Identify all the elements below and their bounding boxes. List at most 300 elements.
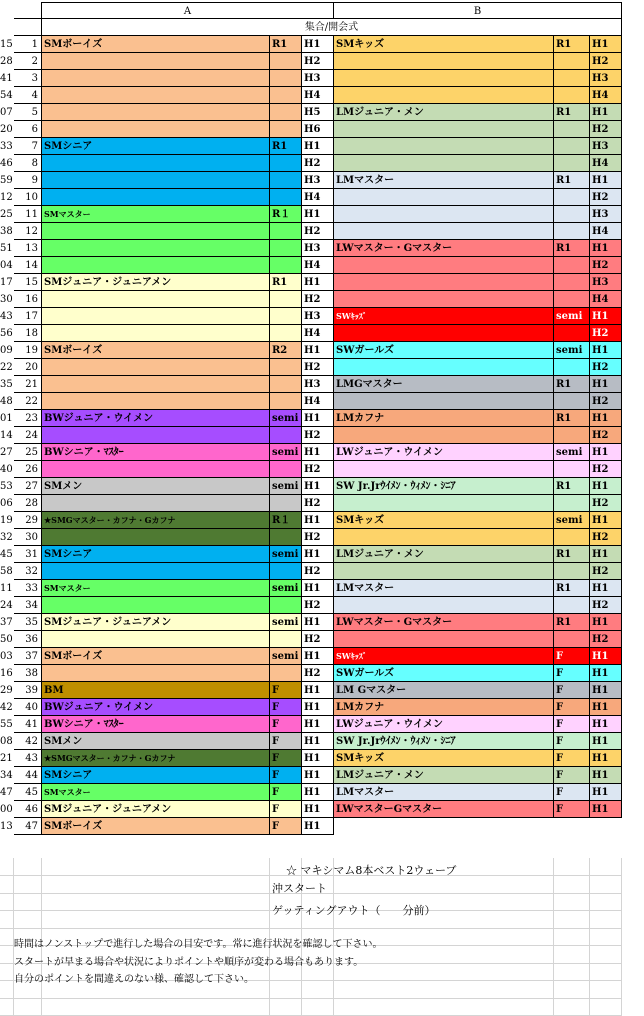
division-a-name-cell[interactable] <box>42 495 270 512</box>
division-b-round-cell[interactable]: R1 <box>554 546 590 563</box>
division-a-heat-cell[interactable]: H2 <box>302 665 334 682</box>
heat-number-cell: 2 <box>14 53 42 70</box>
division-a-name-cell[interactable] <box>42 597 270 614</box>
division-b-heat-cell[interactable]: H2 <box>590 529 622 546</box>
heat-row <box>0 444 644 461</box>
division-a-round-cell[interactable] <box>270 189 302 206</box>
division-a-round-cell[interactable] <box>270 461 302 478</box>
division-a-heat-cell[interactable]: H1 <box>302 733 334 750</box>
division-a-heat-cell[interactable]: H3 <box>302 308 334 325</box>
division-b-heat-cell[interactable]: H1 <box>590 172 622 189</box>
division-b-round-cell[interactable] <box>554 563 590 580</box>
division-a-round-cell[interactable] <box>270 87 302 104</box>
division-a-name-cell[interactable]: BM <box>42 682 270 699</box>
time-minute-cell: 34 <box>0 770 13 781</box>
division-b-heat-cell[interactable]: H1 <box>590 767 622 784</box>
division-a-name-cell[interactable]: BWシニア・ﾏｽﾀｰ <box>42 444 270 461</box>
division-a-heat-cell[interactable]: H4 <box>302 325 334 342</box>
division-a-round-cell[interactable] <box>270 597 302 614</box>
division-b-round-cell[interactable]: R1 <box>554 36 590 53</box>
division-a-name-cell[interactable] <box>42 87 270 104</box>
division-b-round-cell[interactable] <box>554 631 590 648</box>
division-a-round-cell[interactable]: R１ <box>270 206 302 223</box>
heat-row <box>0 750 644 767</box>
division-b-heat-cell[interactable]: H1 <box>590 699 622 716</box>
division-b-round-cell[interactable]: semi <box>554 308 590 325</box>
division-a-round-cell[interactable]: F <box>270 716 302 733</box>
division-b-name-cell[interactable]: LMジュニア・メン <box>334 104 554 121</box>
heat-number-cell: 7 <box>14 138 42 155</box>
division-a-name-cell[interactable] <box>42 53 270 70</box>
division-a-name-cell[interactable] <box>42 104 270 121</box>
division-b-name-cell[interactable]: SWガールズ <box>334 665 554 682</box>
division-a-heat-cell[interactable]: H1 <box>302 36 334 53</box>
division-b-name-cell[interactable]: SWガールズ <box>334 342 554 359</box>
division-a-heat-cell[interactable]: H2 <box>302 461 334 478</box>
division-b-name-cell[interactable] <box>334 461 554 478</box>
division-a-round-cell[interactable] <box>270 308 302 325</box>
division-b-round-cell[interactable]: semi <box>554 512 590 529</box>
division-b-heat-cell[interactable]: H3 <box>590 274 622 291</box>
division-b-heat-cell[interactable]: H2 <box>590 563 622 580</box>
division-b-heat-cell[interactable]: H2 <box>590 461 622 478</box>
division-a-round-cell[interactable] <box>270 291 302 308</box>
division-a-round-cell[interactable] <box>270 376 302 393</box>
division-b-round-cell[interactable] <box>554 223 590 240</box>
division-b-round-cell[interactable]: R1 <box>554 376 590 393</box>
division-b-name-cell[interactable] <box>334 121 554 138</box>
division-a-round-cell[interactable] <box>270 563 302 580</box>
column-header-a[interactable]: A <box>42 2 334 19</box>
division-a-name-cell[interactable]: BWジュニア・ウイメン <box>42 410 270 427</box>
division-b-heat-cell[interactable]: H1 <box>590 716 622 733</box>
division-b-round-cell[interactable] <box>554 291 590 308</box>
division-b-name-cell[interactable]: LMカフナ <box>334 410 554 427</box>
division-b-heat-cell[interactable]: H2 <box>590 53 622 70</box>
division-b-round-cell[interactable]: F <box>554 665 590 682</box>
division-a-heat-cell[interactable]: H2 <box>302 223 334 240</box>
division-a-heat-cell[interactable]: H2 <box>302 53 334 70</box>
division-a-heat-cell[interactable]: H3 <box>302 240 334 257</box>
division-b-name-cell[interactable]: LMマスター <box>334 580 554 597</box>
division-a-name-cell[interactable] <box>42 240 270 257</box>
division-a-name-cell[interactable] <box>42 325 270 342</box>
division-b-round-cell[interactable] <box>554 427 590 444</box>
division-a-round-cell[interactable] <box>270 104 302 121</box>
division-a-round-cell[interactable]: F <box>270 733 302 750</box>
division-a-name-cell[interactable] <box>42 189 270 206</box>
division-b-name-cell[interactable]: LMジュニア・メン <box>334 767 554 784</box>
division-b-round-cell[interactable] <box>554 189 590 206</box>
division-a-round-cell[interactable] <box>270 325 302 342</box>
division-b-name-cell[interactable]: SWｷｯｽﾞ <box>334 648 554 665</box>
division-a-round-cell[interactable]: F <box>270 750 302 767</box>
division-a-heat-cell[interactable]: H2 <box>302 495 334 512</box>
division-a-name-cell[interactable] <box>42 291 270 308</box>
division-a-heat-cell[interactable]: H1 <box>302 716 334 733</box>
division-b-heat-cell[interactable]: H4 <box>590 87 622 104</box>
division-a-round-cell[interactable] <box>270 665 302 682</box>
division-a-name-cell[interactable]: BWジュニア・ウイメン <box>42 699 270 716</box>
division-b-round-cell[interactable] <box>554 53 590 70</box>
division-b-heat-cell[interactable]: H4 <box>590 291 622 308</box>
division-a-name-cell[interactable]: SMマスター <box>42 784 270 801</box>
division-a-heat-cell[interactable]: H4 <box>302 189 334 206</box>
division-b-heat-cell[interactable]: H1 <box>590 784 622 801</box>
division-a-name-cell[interactable] <box>42 631 270 648</box>
division-b-name-cell[interactable]: LMカフナ <box>334 699 554 716</box>
division-b-round-cell[interactable]: F <box>554 699 590 716</box>
division-b-name-cell[interactable]: SW Jr.Jrｳｲﾒﾝ・ｳｨﾒﾝ・ｼﾆｱ <box>334 478 554 495</box>
division-b-round-cell[interactable] <box>554 121 590 138</box>
heat-number-cell: 1 <box>14 36 42 53</box>
division-b-name-cell[interactable]: SMキッズ <box>334 36 554 53</box>
division-a-round-cell[interactable] <box>270 495 302 512</box>
division-b-name-cell[interactable] <box>334 325 554 342</box>
division-a-round-cell[interactable]: F <box>270 818 302 835</box>
division-b-heat-cell[interactable]: H1 <box>590 376 622 393</box>
division-b-heat-cell[interactable]: H1 <box>590 410 622 427</box>
division-a-name-cell[interactable] <box>42 155 270 172</box>
division-b-round-cell[interactable]: R1 <box>554 478 590 495</box>
division-b-name-cell[interactable] <box>334 206 554 223</box>
division-a-name-cell[interactable]: SMシニア <box>42 546 270 563</box>
division-b-round-cell[interactable] <box>554 70 590 87</box>
division-a-name-cell[interactable]: ★SMGマスター・カフナ・Gカフナ <box>42 512 270 529</box>
division-b-heat-cell[interactable]: H1 <box>590 512 622 529</box>
division-a-round-cell[interactable]: R1 <box>270 274 302 291</box>
division-b-round-cell[interactable]: R1 <box>554 104 590 121</box>
division-b-round-cell[interactable]: R1 <box>554 240 590 257</box>
division-a-name-cell[interactable] <box>42 308 270 325</box>
division-b-name-cell[interactable] <box>334 257 554 274</box>
division-b-heat-cell[interactable]: H2 <box>590 393 622 410</box>
division-b-heat-cell[interactable]: H1 <box>590 801 622 818</box>
division-a-name-cell[interactable] <box>42 257 270 274</box>
division-b-name-cell[interactable]: LMマスター <box>334 784 554 801</box>
division-a-heat-cell[interactable]: H1 <box>302 444 334 461</box>
division-b-name-cell[interactable]: LMジュニア・メン <box>334 546 554 563</box>
division-b-heat-cell[interactable]: H1 <box>590 580 622 597</box>
division-a-round-cell[interactable] <box>270 121 302 138</box>
division-b-round-cell[interactable]: F <box>554 784 590 801</box>
division-b-name-cell[interactable]: LMGマスター <box>334 376 554 393</box>
division-a-round-cell[interactable]: semi <box>270 410 302 427</box>
division-b-name-cell[interactable] <box>334 529 554 546</box>
division-b-round-cell[interactable]: F <box>554 733 590 750</box>
division-a-name-cell[interactable] <box>42 393 270 410</box>
division-a-heat-cell[interactable]: H1 <box>302 546 334 563</box>
division-a-name-cell[interactable]: SMメン <box>42 733 270 750</box>
division-a-round-cell[interactable]: R2 <box>270 342 302 359</box>
division-b-name-cell[interactable] <box>334 189 554 206</box>
heat-number-cell: 6 <box>14 121 42 138</box>
division-a-heat-cell[interactable]: H1 <box>302 818 334 835</box>
footer-grid-cell <box>590 963 622 981</box>
division-a-heat-cell[interactable]: H3 <box>302 376 334 393</box>
division-b-heat-cell[interactable]: H2 <box>590 257 622 274</box>
division-b-heat-cell[interactable]: H3 <box>590 70 622 87</box>
division-b-round-cell[interactable] <box>554 155 590 172</box>
division-a-name-cell[interactable]: SMマスター <box>42 580 270 597</box>
division-a-name-cell[interactable] <box>42 223 270 240</box>
division-a-heat-cell[interactable]: H2 <box>302 597 334 614</box>
division-a-name-cell[interactable]: SMジュニア・ジュニアメン <box>42 274 270 291</box>
division-a-round-cell[interactable] <box>270 393 302 410</box>
division-a-round-cell[interactable] <box>270 53 302 70</box>
division-b-name-cell[interactable]: SWｷｯｽﾞ <box>334 308 554 325</box>
division-a-round-cell[interactable]: F <box>270 801 302 818</box>
division-b-round-cell[interactable]: R1 <box>554 614 590 631</box>
division-a-heat-cell[interactable]: H1 <box>302 478 334 495</box>
division-b-name-cell[interactable] <box>334 291 554 308</box>
division-a-heat-cell[interactable]: H1 <box>302 750 334 767</box>
division-a-heat-cell[interactable]: H2 <box>302 359 334 376</box>
division-a-heat-cell[interactable]: H2 <box>302 155 334 172</box>
division-b-heat-cell[interactable]: H3 <box>590 138 622 155</box>
division-a-name-cell[interactable] <box>42 359 270 376</box>
division-b-round-cell[interactable]: F <box>554 682 590 699</box>
division-a-round-cell[interactable]: semi <box>270 478 302 495</box>
heat-row <box>0 614 644 631</box>
division-a-heat-cell[interactable]: H2 <box>302 563 334 580</box>
division-a-heat-cell[interactable]: H1 <box>302 410 334 427</box>
division-a-round-cell[interactable] <box>270 529 302 546</box>
division-a-round-cell[interactable] <box>270 155 302 172</box>
division-b-name-cell[interactable]: SMキッズ <box>334 512 554 529</box>
division-a-heat-cell[interactable]: H1 <box>302 274 334 291</box>
division-a-round-cell[interactable] <box>270 240 302 257</box>
division-b-round-cell[interactable]: R1 <box>554 580 590 597</box>
division-b-name-cell[interactable]: LWマスター・Gマスター <box>334 240 554 257</box>
division-b-heat-cell[interactable]: H1 <box>590 478 622 495</box>
division-b-round-cell[interactable]: semi <box>554 342 590 359</box>
division-b-heat-cell[interactable]: H2 <box>590 631 622 648</box>
heat-number-cell: 33 <box>14 580 42 597</box>
division-b-name-cell[interactable] <box>334 393 554 410</box>
division-a-heat-cell[interactable]: H4 <box>302 393 334 410</box>
division-a-name-cell[interactable]: SMシニア <box>42 767 270 784</box>
column-header-b[interactable]: B <box>334 2 622 19</box>
heat-row <box>0 733 644 750</box>
division-a-round-cell[interactable] <box>270 172 302 189</box>
division-a-heat-cell[interactable]: H1 <box>302 784 334 801</box>
division-b-heat-cell[interactable]: H1 <box>590 750 622 767</box>
division-b-name-cell[interactable] <box>334 495 554 512</box>
division-b-name-cell[interactable] <box>334 70 554 87</box>
division-b-name-cell[interactable]: LWマスターGマスター <box>334 801 554 818</box>
division-b-name-cell[interactable] <box>334 597 554 614</box>
division-a-name-cell[interactable]: SMジュニア・ジュニアメン <box>42 614 270 631</box>
division-b-heat-cell[interactable]: H2 <box>590 325 622 342</box>
division-b-name-cell[interactable]: LM Gマスター <box>334 682 554 699</box>
division-a-name-cell[interactable] <box>42 70 270 87</box>
division-a-heat-cell[interactable]: H6 <box>302 121 334 138</box>
division-b-round-cell[interactable]: F <box>554 801 590 818</box>
division-a-round-cell[interactable] <box>270 257 302 274</box>
division-a-heat-cell[interactable]: H1 <box>302 767 334 784</box>
division-b-name-cell[interactable] <box>334 359 554 376</box>
division-b-heat-cell[interactable]: H1 <box>590 614 622 631</box>
division-b-round-cell[interactable] <box>554 461 590 478</box>
division-a-heat-cell[interactable]: H2 <box>302 427 334 444</box>
division-a-heat-cell[interactable]: H1 <box>302 512 334 529</box>
division-a-heat-cell[interactable]: H1 <box>302 801 334 818</box>
division-a-heat-cell[interactable]: H4 <box>302 87 334 104</box>
division-a-name-cell[interactable]: SMマスター <box>42 206 270 223</box>
division-b-name-cell[interactable] <box>334 427 554 444</box>
division-a-name-cell[interactable] <box>42 563 270 580</box>
heat-number-cell: 11 <box>14 206 42 223</box>
division-b-heat-cell[interactable]: H4 <box>590 155 622 172</box>
division-b-name-cell[interactable]: LWジュニア・ウイメン <box>334 716 554 733</box>
division-a-round-cell[interactable] <box>270 223 302 240</box>
division-b-heat-cell[interactable]: H1 <box>590 36 622 53</box>
heat-number-cell: 26 <box>14 461 42 478</box>
division-a-round-cell[interactable]: semi <box>270 580 302 597</box>
division-b-heat-cell[interactable]: H1 <box>590 104 622 121</box>
division-a-round-cell[interactable]: semi <box>270 444 302 461</box>
division-a-name-cell[interactable] <box>42 172 270 189</box>
division-b-heat-cell[interactable]: H2 <box>590 121 622 138</box>
division-b-round-cell[interactable] <box>554 206 590 223</box>
division-b-round-cell[interactable] <box>554 257 590 274</box>
division-a-round-cell[interactable] <box>270 427 302 444</box>
division-b-name-cell[interactable] <box>334 631 554 648</box>
division-a-heat-cell[interactable]: H1 <box>302 614 334 631</box>
division-b-heat-cell[interactable]: H1 <box>590 665 622 682</box>
division-b-round-cell[interactable] <box>554 597 590 614</box>
division-b-heat-cell[interactable]: H1 <box>590 342 622 359</box>
division-b-heat-cell[interactable]: H1 <box>590 733 622 750</box>
division-b-round-cell[interactable]: R1 <box>554 410 590 427</box>
footer-grid-cell <box>334 981 554 999</box>
division-a-round-cell[interactable]: semi <box>270 648 302 665</box>
division-a-round-cell[interactable] <box>270 359 302 376</box>
division-a-name-cell[interactable]: SMボーイズ <box>42 818 270 835</box>
heat-row <box>0 784 644 801</box>
division-a-heat-cell[interactable]: H5 <box>302 104 334 121</box>
division-a-heat-cell[interactable]: H3 <box>302 172 334 189</box>
division-a-round-cell[interactable]: semi <box>270 614 302 631</box>
time-minute-cell: 22 <box>0 362 13 373</box>
division-b-heat-cell[interactable]: H2 <box>590 427 622 444</box>
division-a-name-cell[interactable]: SMボーイズ <box>42 36 270 53</box>
division-a-name-cell[interactable]: SMボーイズ <box>42 648 270 665</box>
division-a-heat-cell[interactable]: H1 <box>302 682 334 699</box>
division-a-heat-cell[interactable]: H1 <box>302 342 334 359</box>
division-b-round-cell[interactable] <box>554 359 590 376</box>
division-b-round-cell[interactable] <box>554 325 590 342</box>
division-b-name-cell[interactable]: LWジュニア・ウイメン <box>334 444 554 461</box>
division-b-name-cell[interactable] <box>334 155 554 172</box>
division-a-name-cell[interactable] <box>42 461 270 478</box>
division-b-heat-cell[interactable]: H1 <box>590 308 622 325</box>
division-a-round-cell[interactable]: R１ <box>270 512 302 529</box>
division-a-round-cell[interactable]: F <box>270 767 302 784</box>
division-b-round-cell[interactable]: R1 <box>554 172 590 189</box>
division-a-round-cell[interactable]: F <box>270 699 302 716</box>
division-a-heat-cell[interactable]: H2 <box>302 291 334 308</box>
division-a-heat-cell[interactable]: H1 <box>302 206 334 223</box>
division-b-heat-cell[interactable]: H1 <box>590 648 622 665</box>
division-a-name-cell[interactable]: BWシニア・ﾏｽﾀｰ <box>42 716 270 733</box>
division-b-round-cell[interactable]: F <box>554 767 590 784</box>
division-b-heat-cell[interactable]: H2 <box>590 359 622 376</box>
division-b-round-cell[interactable] <box>554 138 590 155</box>
division-b-name-cell[interactable] <box>334 274 554 291</box>
division-a-round-cell[interactable]: R1 <box>270 138 302 155</box>
division-b-heat-cell[interactable]: H2 <box>590 495 622 512</box>
division-b-name-cell[interactable] <box>334 53 554 70</box>
division-b-round-cell[interactable] <box>554 393 590 410</box>
division-a-round-cell[interactable]: F <box>270 682 302 699</box>
division-a-name-cell[interactable] <box>42 427 270 444</box>
division-a-name-cell[interactable]: ★SMGマスター・カフナ・Gカフナ <box>42 750 270 767</box>
division-a-round-cell[interactable] <box>270 70 302 87</box>
division-a-heat-cell[interactable]: H2 <box>302 631 334 648</box>
division-a-heat-cell[interactable]: H1 <box>302 138 334 155</box>
division-b-heat-cell[interactable]: H2 <box>590 189 622 206</box>
division-a-name-cell[interactable]: SMメン <box>42 478 270 495</box>
division-a-name-cell[interactable] <box>42 529 270 546</box>
division-b-heat-cell[interactable]: H1 <box>590 682 622 699</box>
footer-grid-cell <box>590 911 622 929</box>
division-b-name-cell[interactable] <box>334 563 554 580</box>
division-a-heat-cell[interactable]: H1 <box>302 648 334 665</box>
division-a-heat-cell[interactable]: H3 <box>302 70 334 87</box>
division-a-name-cell[interactable] <box>42 376 270 393</box>
division-b-heat-cell[interactable]: H1 <box>590 444 622 461</box>
division-a-round-cell[interactable]: semi <box>270 546 302 563</box>
division-b-round-cell[interactable]: F <box>554 750 590 767</box>
division-b-name-cell[interactable]: LMマスター <box>334 172 554 189</box>
division-a-round-cell[interactable] <box>270 631 302 648</box>
division-b-round-cell[interactable]: semi <box>554 444 590 461</box>
division-b-round-cell[interactable] <box>554 495 590 512</box>
division-a-heat-cell[interactable]: H1 <box>302 580 334 597</box>
division-b-name-cell[interactable]: SW Jr.Jrｳｲﾒﾝ・ｳｨﾒﾝ・ｼﾆｱ <box>334 733 554 750</box>
division-a-heat-cell[interactable]: H1 <box>302 699 334 716</box>
division-a-round-cell[interactable]: F <box>270 784 302 801</box>
division-b-name-cell[interactable]: SMキッズ <box>334 750 554 767</box>
division-a-name-cell[interactable]: SMボーイズ <box>42 342 270 359</box>
division-b-heat-cell[interactable]: H2 <box>590 597 622 614</box>
division-b-name-cell[interactable] <box>334 87 554 104</box>
division-b-heat-cell[interactable]: H1 <box>590 546 622 563</box>
division-b-round-cell[interactable] <box>554 87 590 104</box>
division-b-round-cell[interactable]: F <box>554 648 590 665</box>
division-a-name-cell[interactable]: SMジュニア・ジュニアメン <box>42 801 270 818</box>
division-b-round-cell[interactable]: F <box>554 716 590 733</box>
division-b-heat-cell[interactable]: H3 <box>590 206 622 223</box>
division-a-heat-cell[interactable]: H2 <box>302 529 334 546</box>
division-b-heat-cell[interactable]: H4 <box>590 223 622 240</box>
division-a-name-cell[interactable] <box>42 665 270 682</box>
division-b-heat-cell[interactable]: H1 <box>590 240 622 257</box>
division-a-round-cell[interactable]: R1 <box>270 36 302 53</box>
division-b-round-cell[interactable] <box>554 529 590 546</box>
heat-row <box>0 648 644 665</box>
division-a-heat-cell[interactable]: H4 <box>302 257 334 274</box>
division-b-name-cell[interactable] <box>334 138 554 155</box>
division-b-name-cell[interactable] <box>334 223 554 240</box>
division-a-name-cell[interactable] <box>42 121 270 138</box>
division-b-round-cell[interactable] <box>554 274 590 291</box>
division-a-name-cell[interactable]: SMシニア <box>42 138 270 155</box>
heat-number-cell: 28 <box>14 495 42 512</box>
division-b-name-cell[interactable]: LWマスター・Gマスター <box>334 614 554 631</box>
